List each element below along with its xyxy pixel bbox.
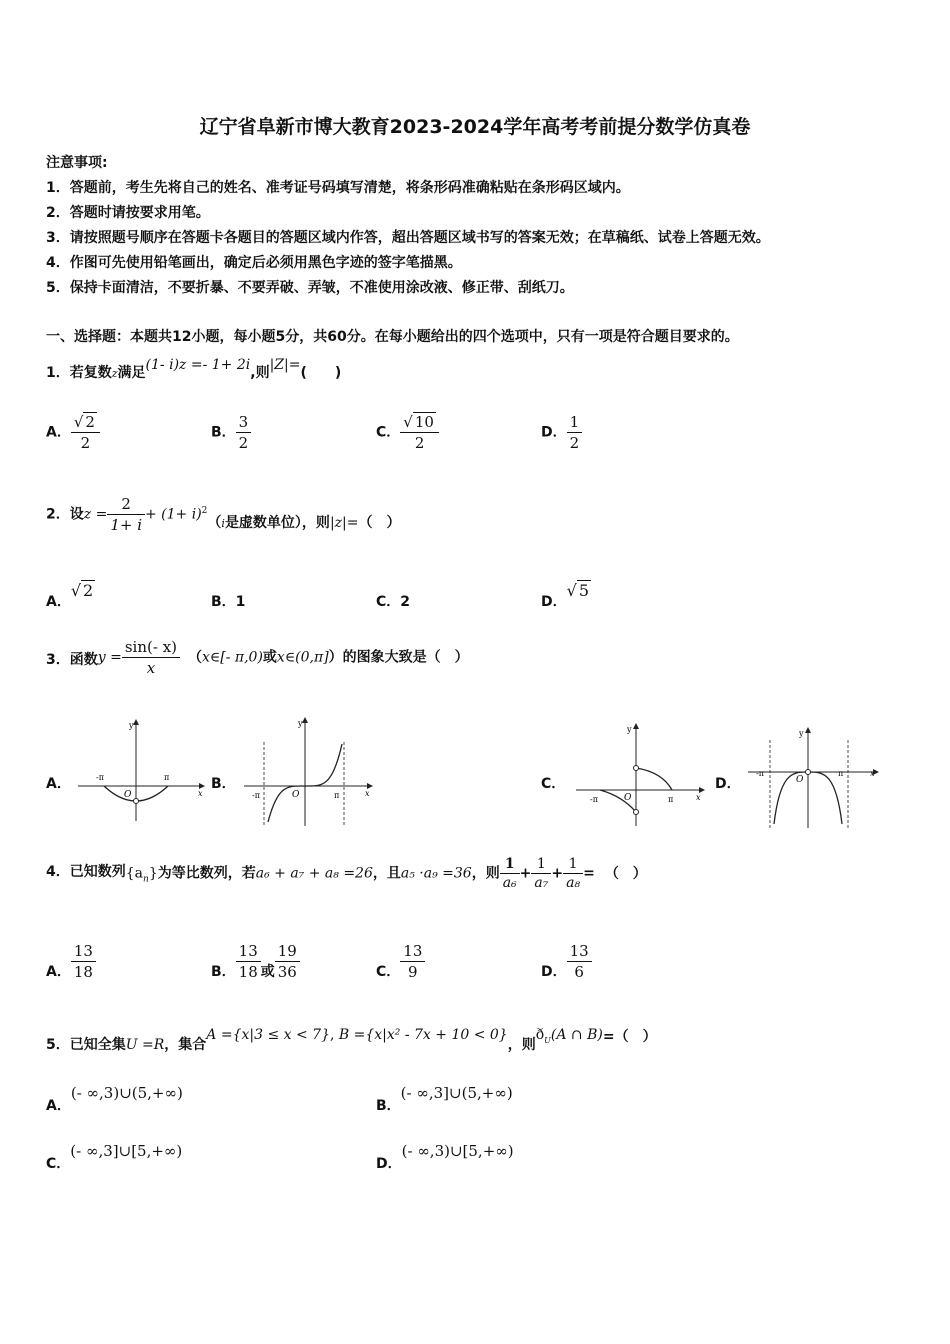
q1-paren: ( ) [300, 365, 342, 381]
q3-graph-d[interactable] [744, 724, 884, 830]
q5-option-b[interactable]: B．(- ∞,3]∪(5,+∞) [376, 1084, 513, 1114]
graph-c-origin: O [624, 793, 632, 803]
graph-d-neg-pi: -π [756, 769, 764, 778]
section-heading: 一、选择题：本题共12小题，每小题5分，共60分。在每小题给出的四个选项中，只有一项是符合题目要求的。 [46, 329, 739, 345]
q1-mid: 满足 [117, 365, 146, 381]
graph-b-x-label: x [365, 789, 370, 798]
graph-c-neg-pi: -π [590, 795, 598, 804]
q4-option-d[interactable]: D． $\frac{13}{6}$ [541, 942, 592, 981]
note-item: 2．答题时请按要求用笔。 [46, 205, 210, 221]
question-4-stem: 4．已知数列$\{a_n\}$为等比数列，若a₆ + a₇ + a₈ =26，且a₅ ·a₉ =36，则 $\frac{1}{\text{a₆}}$ + $\frac{1}{\text{a₇}}$ + $\frac{1}{\text{a₈}}$ = （ ） [46, 856, 647, 891]
graph-a-y-label: y [129, 721, 134, 730]
graph-a-x-label: x [198, 789, 203, 798]
graph-c-y-label: y [627, 725, 632, 734]
graph-b-y-label: y [298, 719, 303, 728]
q4-option-a[interactable]: A． $\frac{13}{18}$ [46, 942, 96, 981]
graph-c-pi: π [668, 795, 674, 804]
graph-a-pi: π [164, 773, 170, 782]
q1-equation: (1- i)z =- 1+ 2i [145, 357, 251, 373]
graph-b-neg-pi: -π [252, 791, 260, 800]
q1-var: z [111, 367, 118, 380]
q1-option-a[interactable]: A． $\frac{√ 2}{2}$ [46, 413, 100, 452]
q3-graph-a[interactable] [74, 716, 210, 826]
q3-graph-b[interactable] [240, 714, 380, 830]
graph-a-neg-pi: -π [96, 773, 104, 782]
graph-d-y-label: y [799, 729, 804, 738]
q1-then: ,则 [250, 365, 270, 381]
q3-option-c-label[interactable]: C． [541, 776, 566, 792]
q1-number: 1．若复数 [46, 365, 112, 381]
question-1-stem [46, 357, 342, 382]
q1-option-d[interactable]: D． $\frac{1}{2}$ [541, 413, 582, 452]
q5-option-c[interactable]: C．(- ∞,3]∪[5,+∞) [46, 1142, 183, 1172]
q4-option-c[interactable]: C． $\frac{13}{9}$ [376, 942, 425, 981]
q1-option-c[interactable]: C． $\frac{√ 10}{2}$ [376, 413, 439, 452]
q3-option-d-label[interactable]: D． [715, 776, 741, 792]
q1-option-b[interactable]: B． $\frac{3}{2}$ [211, 413, 251, 452]
q3-graph-c[interactable] [572, 720, 712, 830]
notes-heading: 注意事项: [46, 155, 108, 171]
note-item: 1．答题前，考生先将自己的姓名、准考证号码填写清楚，将条形码准确粘贴在条形码区域内。 [46, 180, 630, 196]
q4-option-b[interactable]: B． $\frac{13}{18}$ 或 $\frac{19}{36}$ [211, 942, 300, 981]
q5-option-a[interactable]: A．(- ∞,3)∪(5,+∞) [46, 1084, 183, 1114]
question-3-stem: 3．函数y = $\frac{\sin(- x)}{x}$ （x∈[- π,0)或x∈(0,π]）的图象大致是（ ） [46, 638, 469, 677]
q2-option-d[interactable]: D．√ 5 [541, 581, 590, 610]
page-title: 辽宁省阜新市博大教育2023-2024学年高考考前提分数学仿真卷 [199, 116, 751, 138]
graph-c-x-label: x [696, 793, 701, 802]
graph-b-origin: O [292, 790, 300, 800]
graph-b-pi: π [334, 791, 340, 800]
graph-d-x-label: x [870, 769, 875, 778]
q2-option-b[interactable]: B．1 [211, 594, 246, 610]
q3-option-a-label[interactable]: A． [46, 776, 71, 792]
q3-option-b-label[interactable]: B． [211, 776, 236, 792]
q2-option-a[interactable]: A．√ 2 [46, 581, 94, 610]
graph-a-origin: O [124, 790, 132, 800]
q2-option-c[interactable]: C．2 [376, 594, 411, 610]
note-item: 5．保持卡面清洁，不要折暴、不要弄破、弄皱，不准使用涂改液、修正带、刮纸刀。 [46, 280, 574, 296]
q1-abs: |Z|= [269, 357, 301, 373]
question-5-stem: 5．已知全集U =R，集合A ={x|3 ≤ x < 7}, B ={x|x² - 7x + 10 < 0}，则$ð_U(A$ ∩ B)=（ ） [46, 1027, 657, 1053]
graph-d-origin: O [796, 775, 804, 785]
graph-d-pi: π [838, 769, 844, 778]
note-item: 4．作图可先使用铅笔画出，确定后必须用黑色字迹的签字笔描黑。 [46, 255, 462, 271]
note-item: 3．请按照题号顺序在答题卡各题目的答题区域内作答，超出答题区域书写的答案无效；在草稿纸、试卷上答题无效。 [46, 230, 770, 246]
question-2-stem: 2．设z = $\frac{2}{1+ i}$ + $(1+ i)^2(i$是虚数单位），则|z|=（ ） [46, 495, 401, 534]
q5-option-d[interactable]: D．(- ∞,3)∪[5,+∞) [376, 1142, 514, 1172]
